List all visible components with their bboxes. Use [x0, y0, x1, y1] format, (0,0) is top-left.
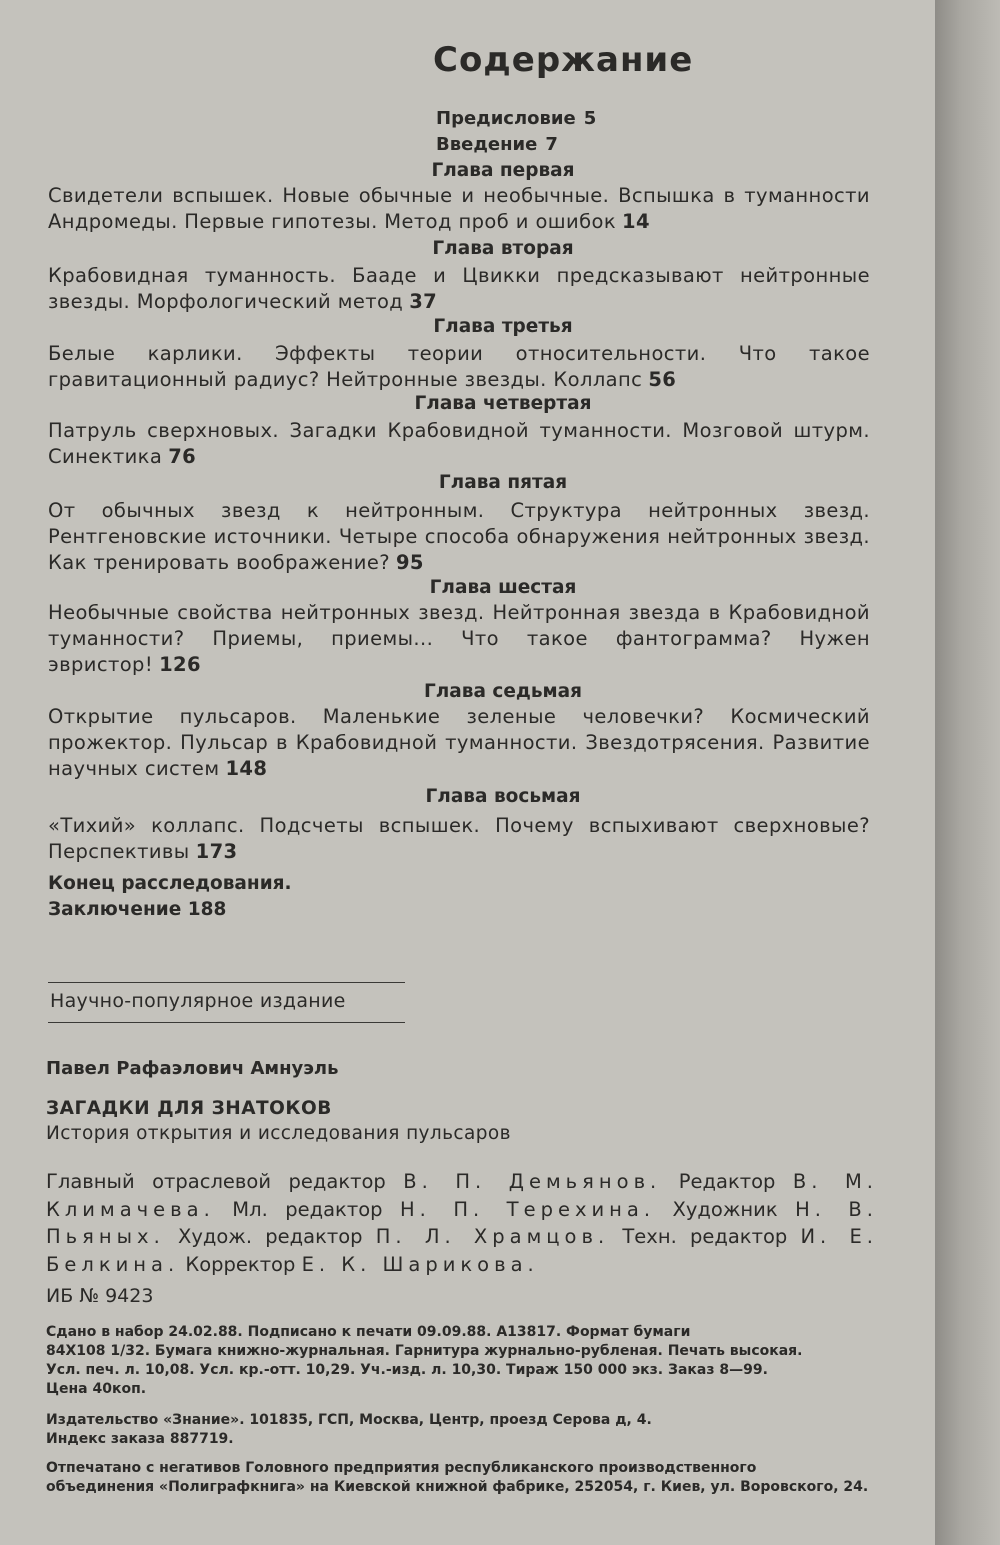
printer-details [46, 1459, 882, 1497]
book-subtitle: История открытия и исследования пульсаров [46, 1123, 511, 1144]
chapter-heading-text: Глава четвертая [414, 393, 592, 414]
chapter-entry [48, 341, 870, 393]
print-details [46, 1323, 882, 1399]
printer-line: Отпечатано с негативов Головного предприятия республиканского производственного [46, 1460, 757, 1476]
chapter-description: Патруль сверхновых. Загадки Крабовидной туманности. Мозговой штурм. Синектика [48, 419, 870, 468]
credit-name: Н. П. Терехина. [399, 1197, 656, 1221]
publisher-line: Индекс заказа 887719. [46, 1431, 234, 1447]
chapter-page: 148 [225, 757, 268, 780]
chapter-page: 173 [195, 840, 238, 863]
chapter-heading [48, 577, 878, 598]
book-title: ЗАГАДКИ ДЛЯ ЗНАТОКОВ [46, 1098, 332, 1119]
print-line: Цена 40коп. [46, 1381, 147, 1397]
toc-preface [436, 108, 596, 129]
chapter-heading [48, 786, 878, 807]
chapter-page: 126 [159, 653, 201, 676]
credit-role: Худож. редактор [164, 1225, 376, 1248]
chapter-heading-text: Глава пятая [438, 472, 568, 493]
credit-role: Главный отраслевой редактор [46, 1170, 404, 1193]
chapter-heading [48, 393, 878, 414]
chapter-page: 37 [409, 290, 438, 313]
chapter-description: Необычные свойства нейтронных звезд. Нейтронная звезда в Крабовидной туманности? Приемы, приемы... Что такое фантограмма? Нужен эвристор! [48, 601, 870, 676]
divider-bottom [48, 1022, 405, 1023]
chapter-entry [48, 498, 870, 576]
chapter-heading-text: Глава восьмая [425, 786, 581, 807]
credit-name: Н. В. Пьяных. [46, 1197, 879, 1248]
page-gutter [935, 0, 1000, 1545]
author-name: Павел Рафаэлович Амнуэль [46, 1058, 339, 1079]
chapter-description: Свидетели вспышек. Новые обычные и необычные. Вспышка в туманности Андромеды. Первые гипотезы. Метод проб и ошибок [48, 184, 870, 233]
toc-conclusion-page: 188 [187, 899, 227, 920]
toc-conclusion-label: Заключение [48, 899, 182, 920]
series-label: Научно-популярное издание [50, 990, 346, 1012]
credit-name: В. П. Демьянов. [403, 1170, 662, 1193]
printer-line: объединения «Полиграфкнига» на Киевской книжной фабрике, 252054, г. Киев, ул. Воровского, 24. [46, 1479, 869, 1495]
chapter-heading-text: Глава вторая [432, 238, 574, 259]
toc-conclusion [48, 899, 226, 920]
chapter-heading [48, 316, 878, 337]
divider-top [48, 982, 405, 983]
chapter-page: 14 [622, 210, 650, 233]
toc-preface-label: Предисловие [436, 108, 576, 129]
chapter-description: Белые карлики. Эффекты теории относительности. Что такое гравитационный радиус? Нейтронные звезды. Коллапс [48, 342, 870, 391]
credit-name: Е. К. Шарикова. [301, 1252, 539, 1276]
credit-name: И. Е. Белкина. [46, 1225, 878, 1276]
credit-name: В. М. Климачева. [46, 1170, 879, 1221]
chapter-heading [48, 238, 878, 259]
toc-preface-page: 5 [583, 108, 597, 129]
credit-name: П. Л. Храмцов. [375, 1225, 610, 1248]
chapter-entry [48, 600, 870, 678]
chapter-page: 76 [168, 445, 197, 468]
chapter-entry [48, 418, 870, 470]
credit-role: Художник [655, 1197, 796, 1221]
chapter-entry [48, 263, 870, 315]
toc-intro [436, 134, 558, 155]
credit-role: Корректор [179, 1252, 302, 1276]
print-line: 84X108 1/32. Бумага книжно-журнальная. Гарнитура журнально-рубленая. Печать высокая. [46, 1343, 803, 1359]
publisher-line: Издательство «Знание». 101835, ГСП, Москва, Центр, проезд Серова д, 4. [46, 1412, 652, 1428]
chapter-page: 56 [648, 368, 677, 391]
chapter-heading-text: Глава шестая [429, 577, 577, 598]
credit-role: Техн. редактор [609, 1225, 801, 1248]
chapter-heading [48, 472, 878, 493]
toc-title: Содержание [433, 40, 694, 80]
chapter-page: 95 [395, 551, 424, 574]
chapter-entry [48, 813, 870, 865]
chapter-entry [48, 704, 870, 782]
chapter-heading [48, 681, 878, 702]
chapter-heading-text: Глава первая [431, 160, 575, 181]
chapter-entry [48, 183, 870, 235]
chapter-description: От обычных звезд к нейтронным. Структура нейтронных звезд. Рентгеновские источники. Четыре способа обнаружения нейтронных звезд. Как тренировать воображение? [48, 499, 870, 574]
editorial-credits [46, 1168, 878, 1278]
credit-role: Редактор [661, 1170, 793, 1193]
credit-role: Мл. редактор [214, 1197, 400, 1221]
print-line: Усл. печ. л. 10,08. Усл. кр.-отт. 10,29. Уч.-изд. л. 10,30. Тираж 150 000 экз. Заказ 8—99. [46, 1362, 768, 1378]
chapter-description: «Тихий» коллапс. Подсчеты вспышек. Почему вспыхивают сверхновые? Перспективы [48, 814, 870, 863]
chapter-heading-text: Глава третья [433, 316, 573, 337]
chapter-heading [48, 160, 878, 181]
print-line: Сдано в набор 24.02.88. Подписано к печати 09.09.88. А13817. Формат бумаги [46, 1324, 691, 1340]
toc-intro-label: Введение [436, 134, 538, 155]
toc-ending: Конец расследования. [48, 873, 292, 894]
chapter-heading-text: Глава седьмая [423, 681, 583, 702]
chapter-description: Открытие пульсаров. Маленькие зеленые человечки? Космический прожектор. Пульсар в Крабовидной туманности. Звездотрясения. Развитие научных систем [48, 705, 870, 780]
publisher-details [46, 1411, 882, 1449]
ib-number: ИБ № 9423 [46, 1285, 154, 1307]
chapter-description: Крабовидная туманность. Бааде и Цвикки предсказывают нейтронные звезды. Морфологический метод [48, 264, 870, 313]
toc-intro-page: 7 [545, 134, 558, 155]
